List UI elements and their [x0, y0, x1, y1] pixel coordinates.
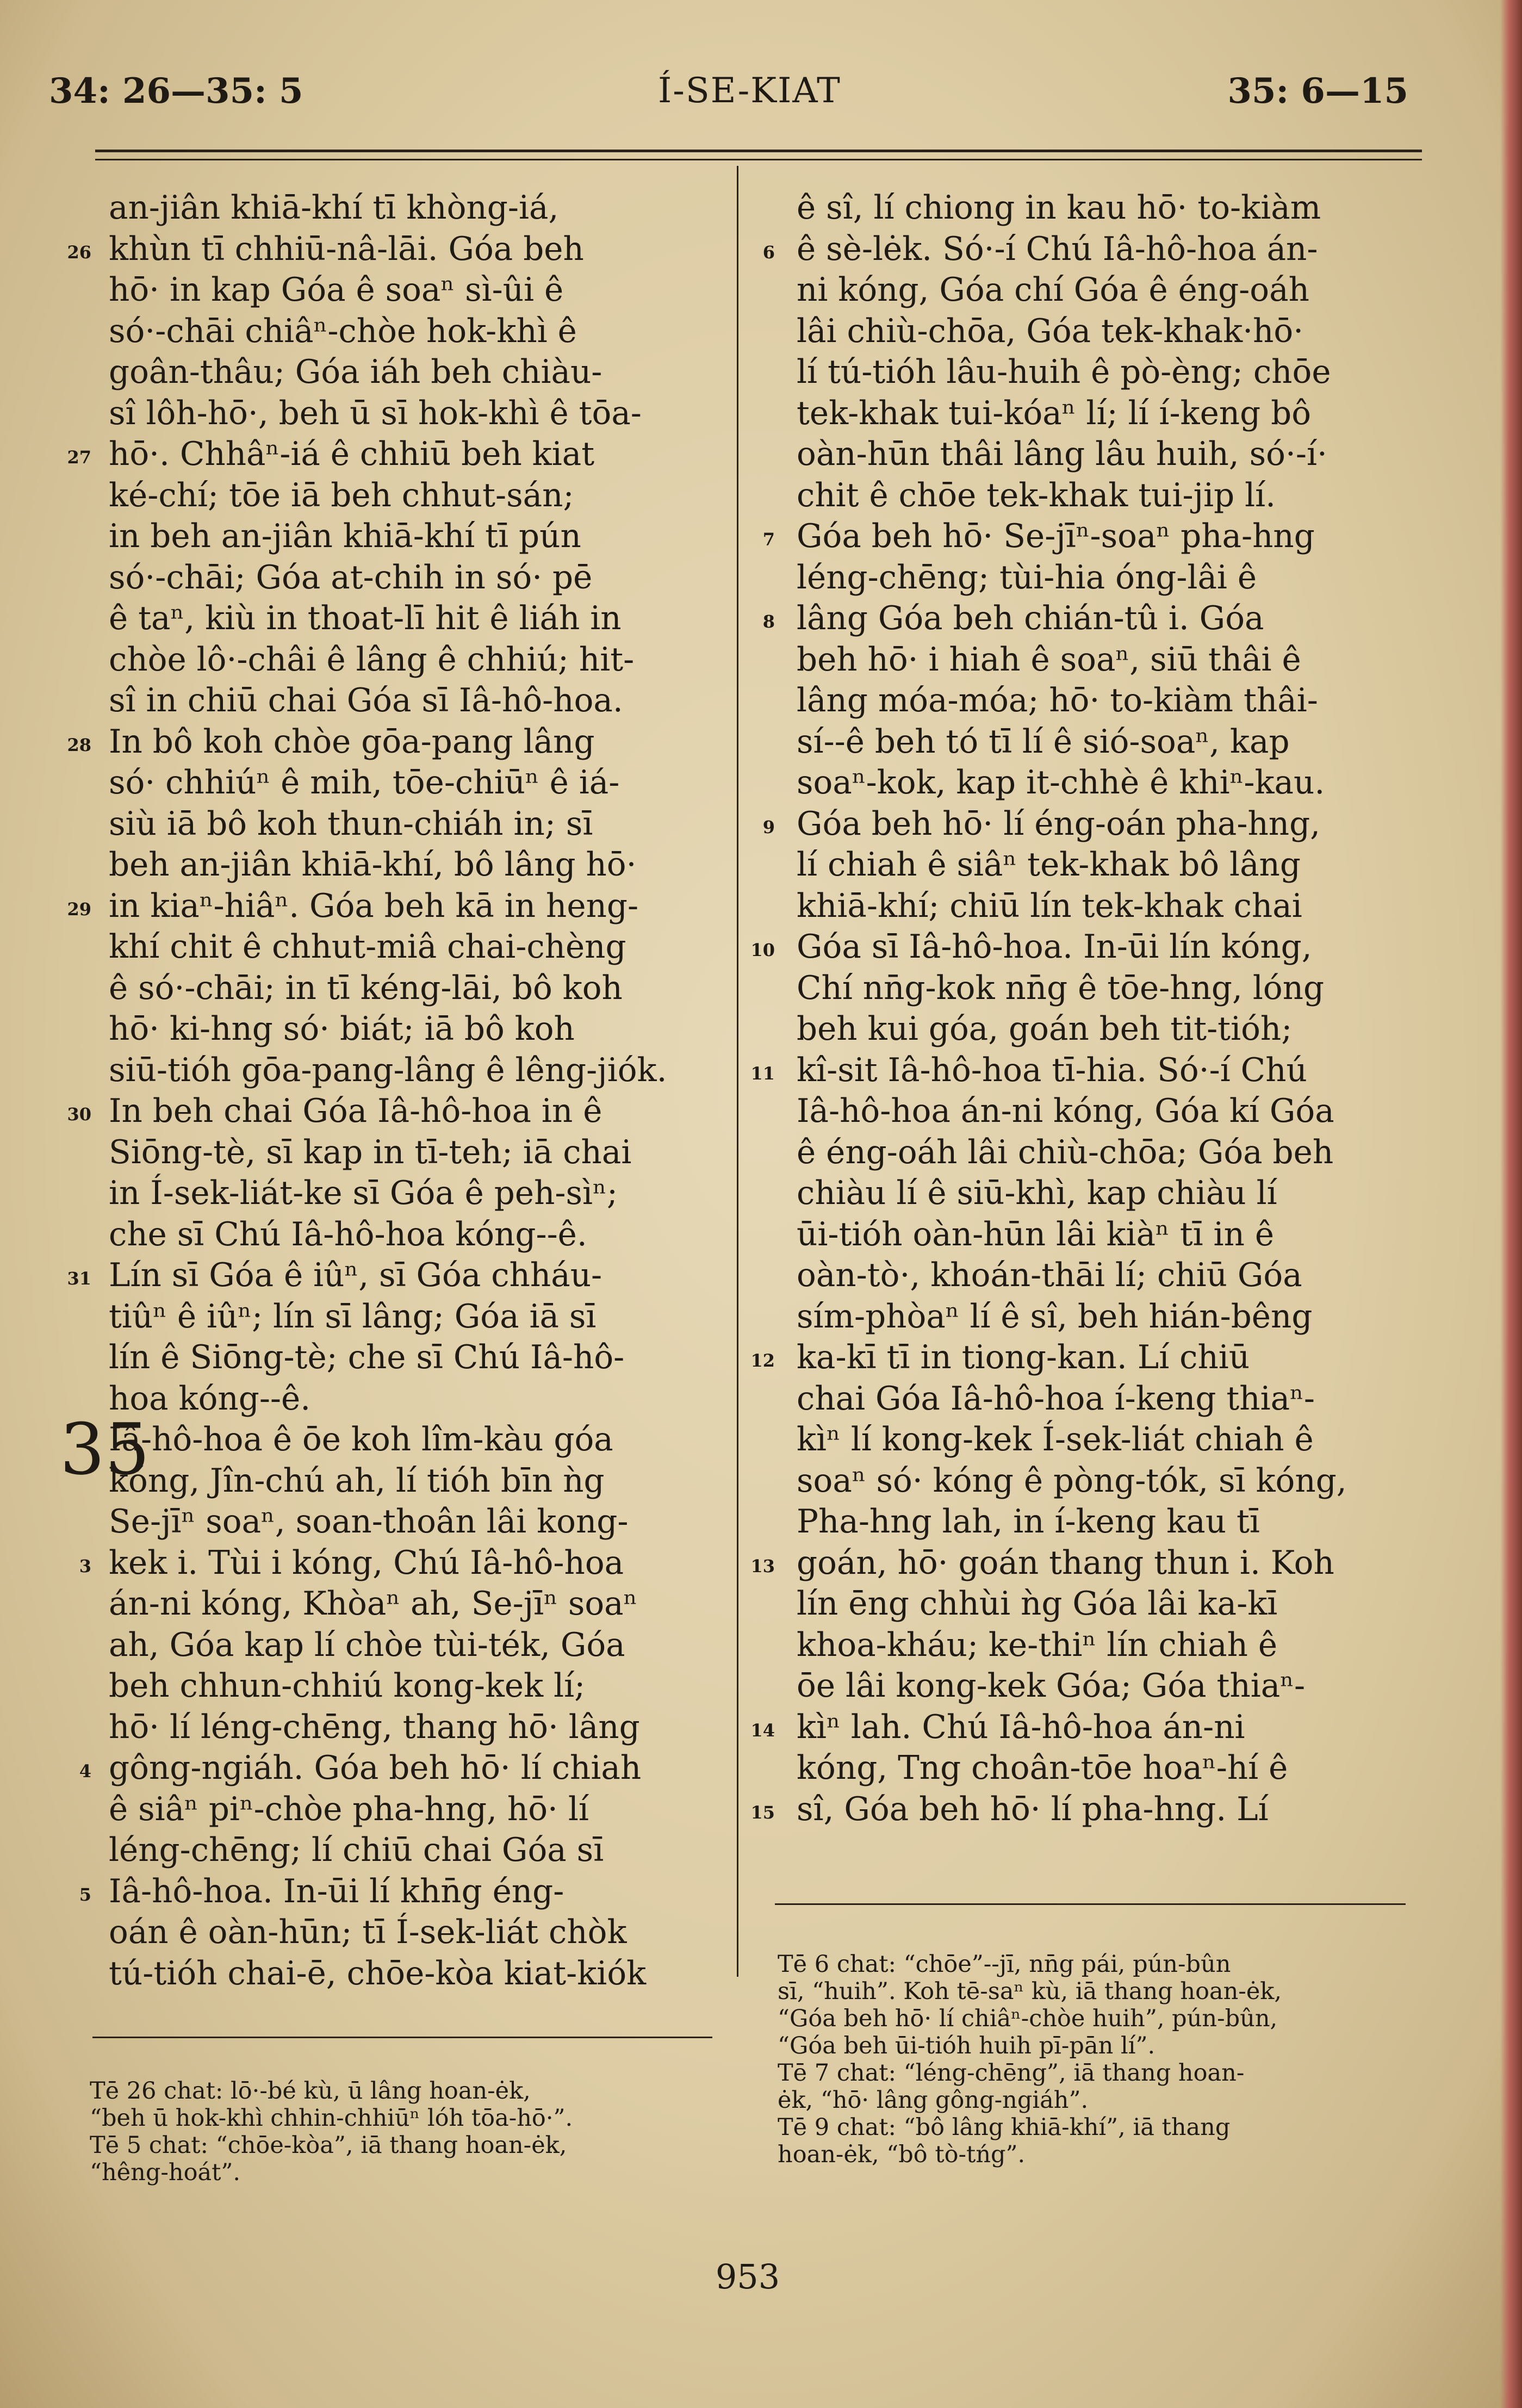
verse-text: goán, hō· goán thang thun i. Koh — [797, 1544, 1334, 1582]
verse-number: 30 — [67, 1104, 91, 1125]
verse-text: lâi chiù-chōa, Góa tek-khak·hō· — [797, 312, 1304, 350]
text-line — [109, 516, 707, 557]
text-line — [797, 1501, 1406, 1543]
page-edge — [1500, 0, 1522, 2408]
text-line — [797, 270, 1406, 311]
text-line — [109, 1337, 707, 1379]
verse-number: 6 — [762, 241, 775, 263]
text-line — [67, 434, 707, 475]
verse-number: 8 — [762, 611, 775, 632]
text-line — [67, 1091, 707, 1132]
text-line — [797, 557, 1406, 599]
verse-text: lâng móa-móa; hō· to-kiàm thâi- — [797, 682, 1318, 719]
verse-number: 7 — [762, 529, 775, 550]
text-line — [109, 557, 707, 599]
verse-text: hō· lí léng-chēng, thang hō· lâng — [109, 1708, 640, 1746]
verse-text: kek i. Tùi i kóng, Chú Iâ-hô-hoa — [109, 1544, 624, 1582]
text-line — [67, 1255, 707, 1296]
verse-text: Góa beh hō· lí éng-oán pha-hng, — [797, 805, 1321, 843]
verse-number: 9 — [762, 816, 775, 837]
text-line — [797, 1214, 1406, 1256]
verse-number: 11 — [750, 1063, 775, 1084]
verse-text: beh chhun-chhiú kong-kek lí; — [109, 1667, 586, 1705]
verse-number: 4 — [79, 1761, 91, 1782]
verse-number: 12 — [750, 1350, 775, 1371]
verse-text: in beh an-jiân khiā-khí tī pún — [109, 518, 581, 555]
verse-text: khùn tī chhiū-nâ-lāi. Góa beh — [109, 230, 584, 268]
verse-text: ê só·-chāi; in tī kéng-lāi, bô koh — [109, 969, 623, 1007]
footnote-line: Tē 5 chat: “chōe-kòa”, iā thang hoan-ėk, — [90, 2132, 567, 2159]
column-divider — [737, 166, 738, 1977]
book-title: Í-SE-KIAT — [658, 71, 841, 111]
text-line — [797, 680, 1406, 722]
text-line — [797, 1132, 1406, 1174]
text-line — [797, 188, 1406, 229]
verse-text: Góa sī Iâ-hô-hoa. In-ūi lín kóng, — [797, 928, 1312, 966]
text-line — [109, 1132, 707, 1174]
verse-text: beh an-jiân khiā-khí, bô lâng hō· — [109, 846, 637, 884]
verse-text: Se-jīⁿ soaⁿ, soan-thoân lâi kong- — [109, 1503, 629, 1541]
footnote-line: sī, “huih”. Koh tē-saⁿ kù, iā thang hoan-ėk, — [778, 1978, 1282, 2005]
footnote-line: Tē 7 chat: “léng-chēng”, iā thang hoan- — [778, 2059, 1245, 2087]
text-line — [797, 640, 1406, 681]
verse-text: oàn-hūn thâi lâng lâu huih, só·-í· — [797, 436, 1327, 473]
verse-text: chai Góa Iâ-hô-hoa í-keng thiaⁿ- — [797, 1380, 1315, 1418]
text-line — [797, 722, 1406, 763]
verse-text: khí chit ê chhut-miâ chai-chèng — [109, 928, 626, 966]
text-line — [797, 1379, 1406, 1420]
verse-text: che sī Chú Iâ-hô-hoa kóng--ê. — [109, 1215, 587, 1253]
text-line — [109, 1214, 707, 1256]
text-line — [797, 1419, 1406, 1461]
text-line — [797, 1461, 1406, 1502]
verse-text: In bô koh chòe gōa-pang lâng — [109, 723, 595, 761]
verse-number: 31 — [67, 1268, 91, 1289]
text-line — [109, 1379, 707, 1420]
text-line — [750, 1789, 1406, 1830]
verse-text: ōe lâi kong-kek Góa; Góa thiaⁿ- — [797, 1667, 1306, 1705]
verse-text: hoa kóng--ê. — [109, 1380, 311, 1418]
text-line — [79, 1543, 707, 1584]
header-left-reference: 34: 26—35: 5 — [49, 71, 303, 111]
verse-number: 28 — [67, 734, 91, 755]
text-line — [797, 1009, 1406, 1050]
verse-text: ê sè-lėk. Só·-í Chú Iâ-hô-hoa án- — [797, 230, 1318, 268]
verse-text: tú-tióh chai-ē, chōe-kòa kiat-kiók — [109, 1954, 647, 1993]
verse-text: kî-sit Iâ-hô-hoa tī-hia. Só·-í Chú — [797, 1051, 1307, 1089]
verse-text: khoa-kháu; ke-thiⁿ lín chiah ê — [797, 1626, 1278, 1664]
verse-text: oán ê oàn-hūn; tī Í-sek-liát chòk — [109, 1914, 627, 1951]
text-line — [67, 229, 707, 270]
verse-text: siù iā bô koh thun-chiáh in; sī — [109, 805, 593, 843]
text-line — [109, 1953, 707, 1995]
verse-text: lí tú-tióh lâu-huih ê pò-èng; chōe — [797, 353, 1331, 391]
verse-text: sí--ê beh tó tī lí ê sió-soaⁿ, kap — [797, 723, 1290, 761]
text-line — [109, 1296, 707, 1338]
text-line — [109, 968, 707, 1009]
text-line — [109, 640, 707, 681]
chapter-number: 35 — [60, 1408, 150, 1491]
verse-text: só·-chāi chiâⁿ-chòe hok-khì ê — [109, 312, 577, 350]
verse-text: ê siâⁿ piⁿ-chòe pha-hng, hō· lí — [109, 1790, 589, 1828]
text-line — [797, 1296, 1406, 1338]
text-line — [797, 968, 1406, 1009]
verse-number: 27 — [67, 447, 91, 468]
text-line — [109, 311, 707, 352]
text-line — [750, 927, 1406, 968]
verse-text: ê sî, lí chiong in kau hō· to-kiàm — [797, 189, 1321, 227]
text-line — [750, 1707, 1406, 1748]
text-line — [797, 311, 1406, 352]
verse-text: soaⁿ-kok, kap it-chhè ê khiⁿ-kau. — [797, 764, 1325, 802]
text-line — [109, 680, 707, 722]
text-line — [109, 845, 707, 886]
verse-text: sî lôh-hō·, beh ū sī hok-khì ê tōa- — [109, 394, 642, 432]
verse-text: Pha-hng lah, in í-keng kau tī — [797, 1503, 1260, 1541]
verse-number: 29 — [67, 898, 91, 920]
text-line — [750, 1543, 1406, 1584]
page-number: 953 — [715, 2257, 780, 2297]
text-line — [762, 804, 1406, 845]
footnote-rule-left — [92, 2037, 712, 2038]
verse-text: Chí nn̄g-kok nn̄g ê tōe-hng, lóng — [797, 969, 1325, 1007]
text-line — [109, 1461, 707, 1502]
text-line — [109, 352, 707, 393]
text-line — [79, 1871, 707, 1913]
verse-text: tek-khak tui-kóaⁿ lí; lí í-keng bô — [797, 394, 1312, 432]
text-line — [797, 1625, 1406, 1666]
text-line — [750, 1050, 1406, 1091]
verse-text: chit ê chōe tek-khak tui-jip lí. — [797, 476, 1276, 514]
footnote-line: “Góa beh ūi-tióh huih pī-pān lí”. — [778, 2032, 1156, 2059]
text-line — [109, 475, 707, 517]
verse-number: 3 — [79, 1555, 91, 1577]
text-line — [797, 1666, 1406, 1707]
right-column — [750, 188, 1406, 1830]
verse-text: lín ēng chhùi ǹg Góa lâi ka-kī — [797, 1585, 1278, 1623]
verse-text: léng-chēng; lí chiū chai Góa sī — [109, 1832, 604, 1869]
text-line — [109, 1707, 707, 1748]
verse-text: ni kóng, Góa chí Góa ê éng-oáh — [797, 271, 1309, 309]
verse-text: sím-phòaⁿ lí ê sî, beh hián-bêng — [797, 1298, 1313, 1336]
text-line — [109, 1009, 707, 1050]
text-line — [67, 886, 707, 927]
verse-text: sî in chiū chai Góa sī Iâ-hô-hoa. — [109, 682, 623, 719]
verse-text: hō·. Chhâⁿ-iá ê chhiū beh kiat — [109, 436, 595, 473]
verse-text: Siōng-tè, sī kap in tī-teh; iā chai — [109, 1133, 632, 1171]
verse-text: Góa beh hō· Se-jīⁿ-soaⁿ pha-hng — [797, 518, 1315, 555]
verse-text: in Í-sek-liát-ke sī Góa ê peh-sìⁿ; — [109, 1175, 618, 1212]
verse-text: chòe lô·-châi ê lâng ê chhiú; hit- — [109, 641, 635, 679]
footnote-line: Tē 6 chat: “chōe”--jī, nn̄g pái, pún-bûn — [778, 1951, 1231, 1978]
footnote-line: Tē 9 chat: “bô lâng khiā-khí”, iā thang — [778, 2114, 1231, 2141]
verse-text: oàn-tò·, khoán-thāi lí; chiū Góa — [797, 1257, 1302, 1294]
verse-text: Iâ-hô-hoa ê ōe koh lîm-kàu góa — [109, 1421, 613, 1459]
footnotes-right — [778, 1951, 1282, 2168]
text-line — [109, 270, 707, 311]
verse-text: hō· in kap Góa ê soaⁿ sì-ûi ê — [109, 271, 564, 309]
verse-text: ê taⁿ, kiù in thoat-lī hit ê liáh in — [109, 600, 622, 637]
verse-text: kìⁿ lí kong-kek Í-sek-liát chiah ê — [797, 1421, 1314, 1459]
verse-text: lâng Góa beh chián-tû i. Góa — [797, 600, 1264, 637]
text-line — [109, 762, 707, 804]
verse-text: sî, Góa beh hō· lí pha-hng. Lí — [797, 1790, 1269, 1828]
footnote-line: hoan-ėk, “bô tò-tńg”. — [778, 2141, 1026, 2168]
verse-text: soaⁿ só· kóng ê pòng-tók, sī kóng, — [797, 1462, 1347, 1500]
text-line — [797, 1091, 1406, 1132]
verse-text: só· chhiúⁿ ê mih, tōe-chiūⁿ ê iá- — [109, 764, 620, 802]
text-line — [109, 1050, 707, 1091]
verse-text: hō· ki-hng só· biát; iā bô koh — [109, 1010, 575, 1048]
verse-text: siū-tióh gōa-pang-lâng ê lêng-jiók. — [109, 1051, 667, 1089]
verse-text: in kiaⁿ-hiâⁿ. Góa beh kā in heng- — [109, 887, 639, 925]
verse-number: 13 — [750, 1555, 775, 1577]
verse-text: ūi-tióh oàn-hūn lâi kiàⁿ tī in ê — [797, 1215, 1275, 1253]
text-line — [797, 886, 1406, 927]
verse-text: án-ni kóng, Khòaⁿ ah, Se-jīⁿ soaⁿ — [109, 1585, 638, 1623]
text-line — [797, 352, 1406, 393]
footnote-line: Tē 26 chat: lō·-bé kù, ū lâng hoan-ėk, — [90, 2077, 531, 2105]
text-line — [797, 434, 1406, 475]
verse-text: ka-kī tī in tiong-kan. Lí chiū — [797, 1339, 1250, 1376]
verse-number: 26 — [67, 241, 91, 263]
text-line — [109, 1501, 707, 1543]
verse-text: chiàu lí ê siū-khì, kap chiàu lí — [797, 1175, 1277, 1212]
text-line — [109, 1173, 707, 1214]
text-line — [109, 1830, 707, 1871]
footnote-line: ėk, “hō· lâng gông-ngiáh”. — [778, 2087, 1089, 2114]
verse-text: goân-thâu; Góa iáh beh chiàu- — [109, 353, 602, 391]
verse-text: Lín sī Góa ê iûⁿ, sī Góa chháu- — [109, 1257, 602, 1294]
verse-text: tiûⁿ ê iûⁿ; lín sī lâng; Góa iā sī — [109, 1298, 597, 1336]
text-line — [109, 188, 707, 229]
verse-number: 10 — [750, 940, 775, 960]
running-header — [49, 71, 1408, 120]
footnote-line: “beh ū hok-khì chhin-chhiūⁿ lóh tōa-hō·”. — [90, 2105, 573, 2132]
verse-text: an-jiân khiā-khí tī khòng-iá, — [109, 189, 559, 227]
verse-text: beh hō· i hiah ê soaⁿ, siū thâi ê — [797, 641, 1301, 679]
text-line — [762, 516, 1406, 557]
verse-text: Iâ-hô-hoa. In-ūi lí khn̄g éng- — [109, 1872, 564, 1910]
verse-text: beh kui góa, goán beh tit-tióh; — [797, 1010, 1293, 1048]
text-line — [762, 229, 1406, 270]
verse-text: léng-chēng; tùi-hia óng-lâi ê — [797, 558, 1257, 597]
text-line — [109, 1789, 707, 1830]
verse-text: ah, Góa kap lí chòe tùi-ték, Góa — [109, 1626, 625, 1664]
footnote-line: “Góa beh hō· lí chiâⁿ-chòe huih”, pún-bûn, — [778, 2005, 1278, 2032]
verse-text: gông-ngiáh. Góa beh hō· lí chiah — [109, 1749, 642, 1787]
text-line — [109, 1625, 707, 1666]
text-line — [797, 1255, 1406, 1296]
text-line — [797, 475, 1406, 517]
footnote-line: “hêng-hoát”. — [90, 2159, 241, 2186]
verse-number: 5 — [79, 1884, 91, 1905]
text-line — [797, 1584, 1406, 1625]
text-line — [79, 1748, 707, 1789]
left-column — [60, 188, 707, 1994]
header-rule-top — [95, 150, 1422, 152]
verse-text: lín ê Siōng-tè; che sī Chú Iâ-hô- — [109, 1339, 625, 1376]
verse-text: khiā-khí; chiū lín tek-khak chai — [797, 887, 1302, 925]
verse-number: 14 — [750, 1720, 775, 1741]
verse-text: ê éng-oáh lâi chiù-chōa; Góa beh — [797, 1133, 1334, 1171]
verse-text: ké-chí; tōe iā beh chhut-sán; — [109, 476, 574, 514]
text-line — [797, 762, 1406, 804]
verse-text: kóng, Jîn-chú ah, lí tióh bīn ǹg — [109, 1462, 605, 1500]
text-line — [797, 845, 1406, 886]
verse-text: Iâ-hô-hoa án-ni kóng, Góa kí Góa — [797, 1093, 1334, 1130]
footnotes-left — [90, 2077, 573, 2186]
text-line — [109, 598, 707, 640]
verse-number: 15 — [750, 1802, 775, 1823]
header-right-reference: 35: 6—15 — [1227, 71, 1408, 111]
verse-text: kóng, Tng choân-tōe hoaⁿ-hí ê — [797, 1749, 1288, 1787]
text-line — [109, 804, 707, 845]
verse-text: In beh chai Góa Iâ-hô-hoa in ê — [109, 1093, 602, 1130]
text-line — [797, 1173, 1406, 1214]
text-line — [109, 393, 707, 435]
verse-text: kìⁿ lah. Chú Iâ-hô-hoa án-ni — [797, 1708, 1245, 1746]
text-line — [109, 1666, 707, 1707]
text-line — [797, 1748, 1406, 1789]
header-rule-bottom — [95, 159, 1422, 160]
footnote-rule-right — [775, 1903, 1406, 1905]
text-line — [750, 1337, 1406, 1379]
text-line — [109, 1584, 707, 1625]
text-line — [109, 1912, 707, 1953]
verse-text: só·-chāi; Góa at-chih in só· pē — [109, 558, 593, 597]
text-line — [109, 927, 707, 968]
text-line — [797, 393, 1406, 435]
text-line — [67, 722, 707, 763]
verse-text: lí chiah ê siâⁿ tek-khak bô lâng — [797, 846, 1301, 884]
text-line — [762, 598, 1406, 640]
